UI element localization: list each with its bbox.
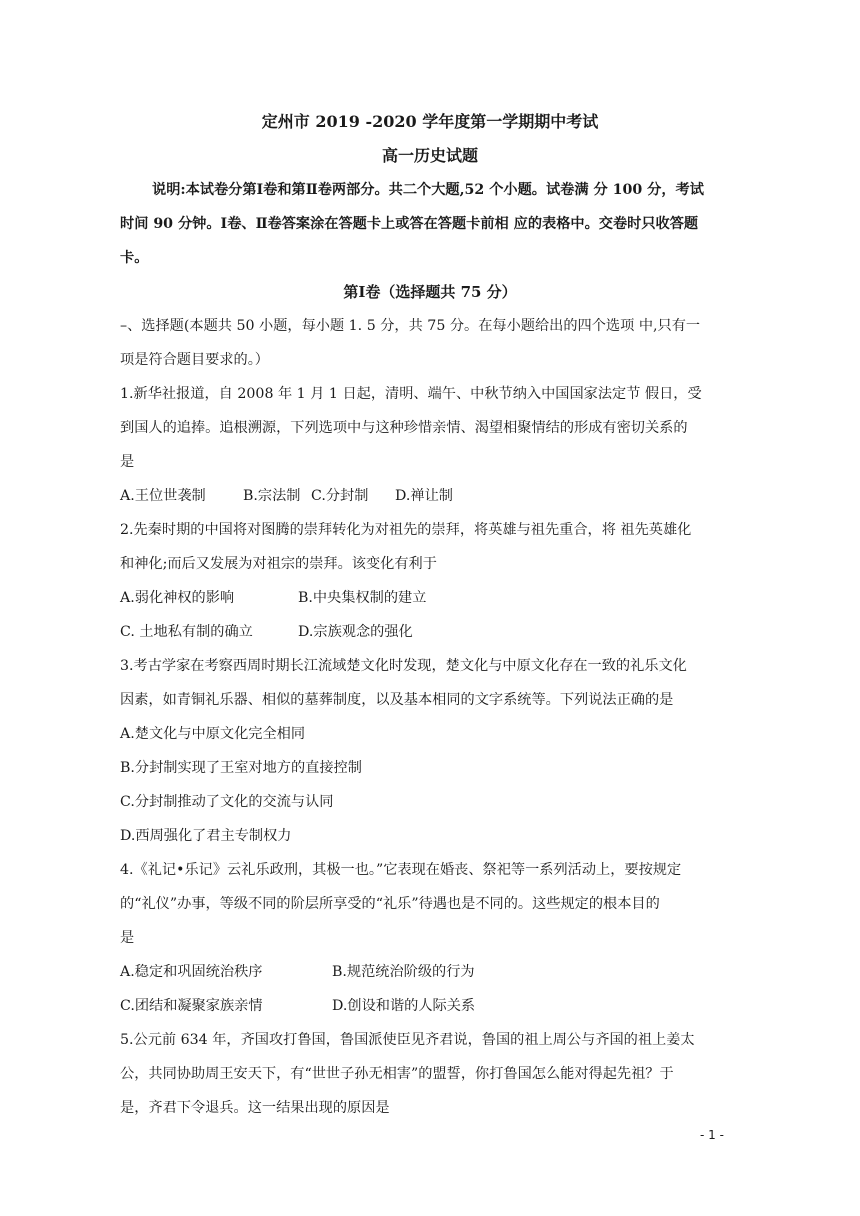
exam-title: 定州市 2019 -2020 学年度第一学期期中考试 xyxy=(261,112,599,131)
question-4-stem-line-3: 是 xyxy=(120,930,135,946)
instructions-line-2: 时间 90 分钟。Ⅰ卷、Ⅱ卷答案涂在答题卡上或答在答题卡前相 应的表格中。交卷时只收答题 xyxy=(120,216,699,232)
section-intro-line-2: 项是符合题目要求的。） xyxy=(120,352,269,368)
question-4-option-b: B.规范统治阶级的行为 xyxy=(332,964,475,980)
question-3-option-c: C.分封制推动了文化的交流与认同 xyxy=(120,794,334,810)
question-2-option-d: D.宗族观念的强化 xyxy=(298,624,413,640)
question-2-options-row-1 xyxy=(120,588,426,608)
question-2-option-c: C. 土地私有制的确立 xyxy=(120,624,253,640)
question-4-options-row-1 xyxy=(120,962,475,982)
question-4-stem-line-2: 的“礼仪”办事，等级不同的阶层所享受的“礼乐”待遇也是不同的。这些规定的根本目的 xyxy=(120,896,660,912)
question-4-option-a: A.稳定和巩固统治秩序 xyxy=(120,964,263,980)
question-2-option-a: A.弱化神权的影响 xyxy=(120,590,235,606)
question-5-stem-line-3: 是，齐君下令退兵。这一结果出现的原因是 xyxy=(120,1100,390,1116)
question-1-option-a: A.王位世袭制 xyxy=(120,488,206,504)
question-3-stem-line-2: 因素，如青铜礼乐器、相似的墓葬制度，以及基本相同的文字系统等。下列说法正确的是 xyxy=(120,692,674,708)
question-3-option-b: B.分封制实现了王室对地方的直接控制 xyxy=(120,760,362,776)
exam-subtitle: 高一历史试题 xyxy=(381,146,478,165)
question-4-options-row-2 xyxy=(120,996,475,1016)
section-intro-line-1: –、选择题(本题共 50 小题，每小题 1. 5 分，共 75 分。在每小题给出的四个选项 中,只有一 xyxy=(120,318,701,334)
question-3-option-a: A.楚文化与中原文化完全相同 xyxy=(120,726,306,742)
question-2-stem-line-2: 和神化;而后又发展为对祖宗的崇拜。该变化有利于 xyxy=(120,556,437,572)
question-1-stem-line-1: 1.新华社报道，自 2008 年 1 月 1 日起，清明、端午、中秋节纳入中国国家法定节 假日，受 xyxy=(120,386,702,402)
question-2-options-row-2 xyxy=(120,622,413,642)
question-4-option-c: C.团结和凝聚家族亲情 xyxy=(120,998,263,1014)
question-1-stem-line-2: 到国人的追捧。追根溯源，下列选项中与这种珍惜亲情、渴望相聚情结的形成有密切关系的 xyxy=(120,420,688,436)
instructions-line-3: 卡。 xyxy=(120,250,149,266)
question-2-option-b: B.中央集权制的建立 xyxy=(298,590,427,606)
page-number: - 1 - xyxy=(700,1128,724,1142)
question-1-stem-line-3: 是 xyxy=(120,454,135,470)
question-5-stem-line-1: 5.公元前 634 年，齐国攻打鲁国，鲁国派使臣见齐君说，鲁国的祖上周公与齐国的祖上姜太 xyxy=(120,1032,695,1048)
question-4-stem-line-1: 4.《礼记•乐记》云礼乐政刑，其极一也。”它表现在婚丧、祭祀等一系列活动上，要按规定 xyxy=(120,862,682,878)
instructions-line-1: 说明:本试卷分第Ⅰ卷和第Ⅱ卷两部分。共二个大题,52 个小题。试卷满 分 100 分，考试 xyxy=(152,182,704,198)
question-1-options xyxy=(120,486,453,506)
question-3-option-d: D.西周强化了君主专制权力 xyxy=(120,828,292,844)
question-3-stem-line-1: 3.考古学家在考察西周时期长江流域楚文化时发现，楚文化与中原文化存在一致的礼乐文化 xyxy=(120,658,687,674)
question-1-option-c: C.分封制 xyxy=(311,488,369,504)
question-1-option-b: B.宗法制 xyxy=(243,488,301,504)
question-2-stem-line-1: 2.先秦时期的中国将对图腾的崇拜转化为对祖先的崇拜，将英雄与祖先重合，将 祖先英雄化 xyxy=(120,522,692,538)
section-title: 第Ⅰ卷（选择题共 75 分） xyxy=(343,283,517,301)
question-5-stem-line-2: 公，共同协助周王安天下，有“世世子孙无相害”的盟誓，你打鲁国怎么能对得起先祖？于 xyxy=(120,1066,674,1082)
question-1-option-d: D.禅让制 xyxy=(395,488,453,504)
question-4-option-d: D.创设和谐的人际关系 xyxy=(332,998,476,1014)
